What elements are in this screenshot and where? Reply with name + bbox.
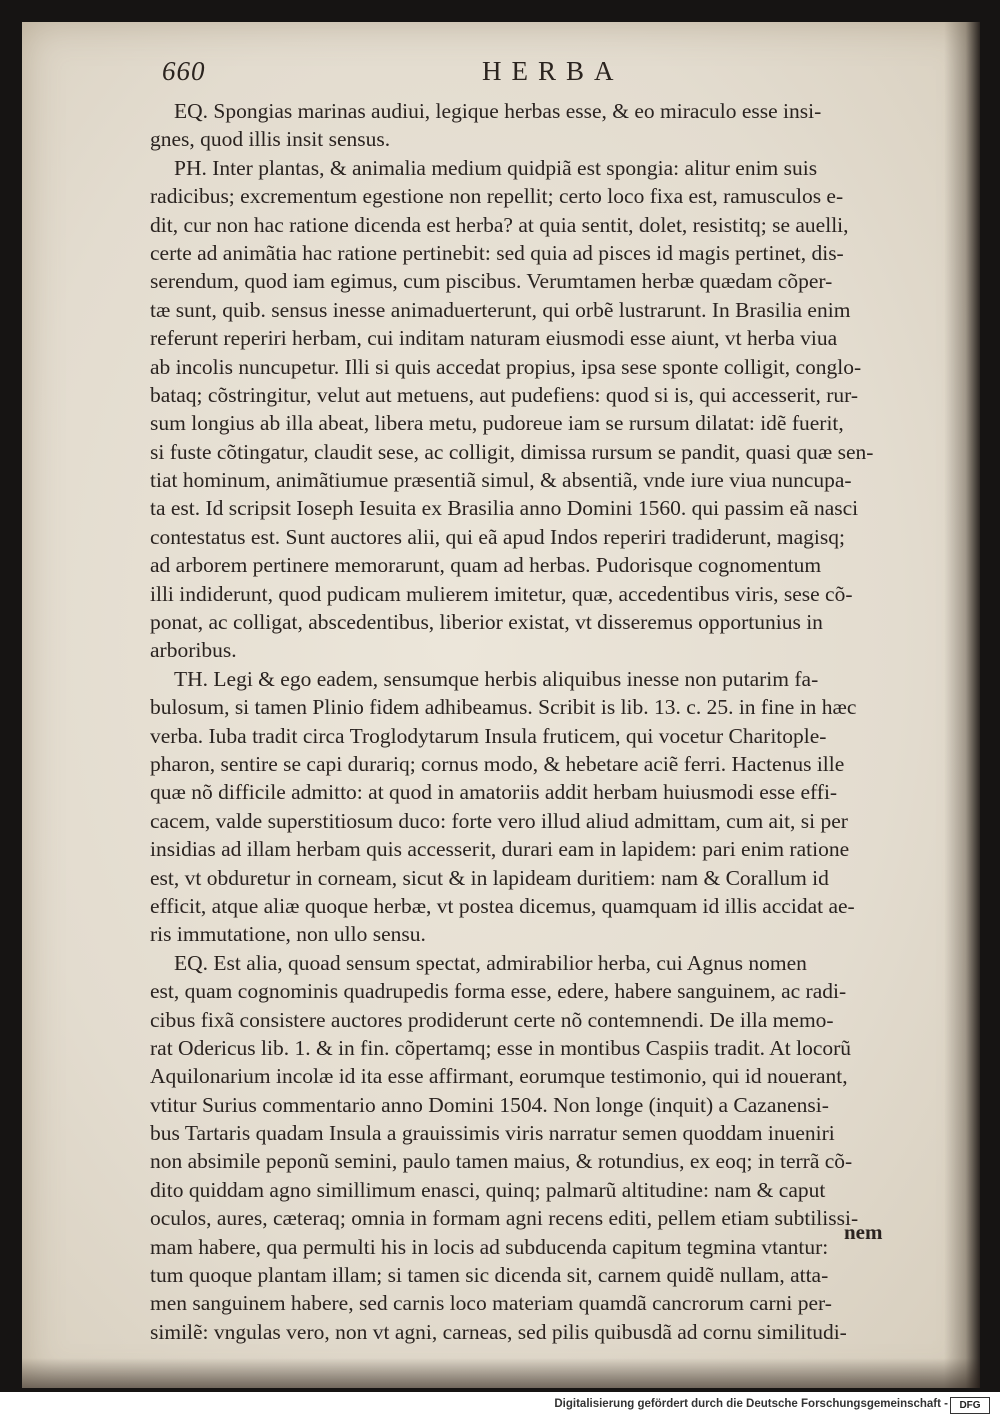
text-line: mam habere, qua permulti his in locis ad subducenda capitum tegmina vtantur: xyxy=(150,1234,829,1259)
page-gutter-shadow xyxy=(944,22,980,1388)
text-line: illi indiderunt, quod pudicam mulierem imitetur, quæ, accedentibus viris, sese cõ- xyxy=(150,581,853,606)
running-title: HERBA xyxy=(482,56,624,86)
text-line: insidias ad illam herbam quis accesserit, durari eam in lapidem: pari enim ratione xyxy=(150,837,850,862)
text-line: Aquilonarium incolæ id ita esse affirmant, eorumque testimonio, qui id nouerant, xyxy=(150,1064,848,1089)
text-line: verba. Iuba tradit circa Troglodytarum Insula fruticem, qui vocetur Charitople- xyxy=(150,723,827,748)
text-line: ab incolis nuncupetur. Illi si quis accedat propius, ipsa sese sponte colligit, conglo- xyxy=(150,354,862,379)
text-line: si fuste cõtingatur, claudit sese, ac colligit, dimissa rursum se pandit, quasi quæ sen- xyxy=(150,439,874,464)
text-line: bus Tartaris quadam Insula a grauissimis viris narratur semen quoddam inueniri xyxy=(150,1121,835,1146)
text-line: efficit, atque aliæ quoque herbæ, vt postea dicemus, quamquam id illis accidat ae- xyxy=(150,893,855,918)
text-line: EQ. Est alia, quoad sensum spectat, admirabilior herba, cui Agnus nomen xyxy=(174,950,807,975)
dfg-logo: DFG xyxy=(950,1397,990,1414)
body-text xyxy=(150,97,912,1346)
text-line: tiat hominum, animãtiumue præsentiã simul, & absentiã, vnde iure viua nuncupa- xyxy=(150,468,852,493)
footer-credit: Digitalisierung gefördert durch die Deutsche Forschungsgemeinschaft - xyxy=(554,1398,948,1410)
text-line: serendum, quod iam egimus, cum piscibus. Verumtamen herbæ quædam cõper- xyxy=(150,269,833,294)
text-line: certe ad animãtia hac ratione pertinebit: sed quia ad pisces id magis pertinet, dis- xyxy=(150,240,844,265)
text-line: cacem, valde superstitiosum duco: forte vero illud aliud admittam, cum ait, si per xyxy=(150,808,848,833)
text-line: non absimile peponũ semini, paulo tamen maius, & rotundius, ex eoq; in terrã cõ- xyxy=(150,1149,853,1174)
text-line: tum quoque plantam illam; si tamen sic dicenda sit, carnem quidẽ nullam, atta- xyxy=(150,1263,829,1288)
text-line: TH. Legi & ego eadem, sensumque herbis aliquibus inesse non putarim fa- xyxy=(174,666,819,691)
text-line: bulosum, si tamen Plinio fidem adhibeamus. Scribit is lib. 13. c. 25. in fine in hæc xyxy=(150,695,857,720)
text-line: arboribus. xyxy=(150,638,237,663)
text-line: vtitur Surius commentario anno Domini 1504. Non longe (inquit) a Cazanensi- xyxy=(150,1092,829,1117)
text-line: cibus fixã consistere auctores prodiderunt certe nõ contemnendi. De illa memo- xyxy=(150,1007,834,1032)
text-line: est, quam cognominis quadrupedis forma esse, edere, habere sanguinem, ac radi- xyxy=(150,979,847,1004)
footer-bar xyxy=(0,1392,1000,1419)
text-line: men sanguinem habere, sed carnis loco materiam quamdã cancrorum carni per- xyxy=(150,1291,832,1316)
text-line: ponat, ac colligat, abscedentibus, liberior existat, vt disseremus opportunius in xyxy=(150,610,823,635)
text-line: dit, cur non hac ratione dicenda est herba? at quia sentit, dolet, resistitq; se auelli, xyxy=(150,212,849,237)
text-line: referunt reperiri herbam, cui inditam naturam eiusmodi esse aiunt, vt herba viua xyxy=(150,326,838,351)
text-line: EQ. Spongias marinas audiui, legique herbas esse, & eo miraculo esse insi- xyxy=(174,99,822,123)
text-line: ta est. Id scripsit Ioseph Iesuita ex Brasilia anno Domini 1560. qui passim eã nasci xyxy=(150,496,859,521)
text-line: ris immutatione, non ullo sensu. xyxy=(150,922,426,947)
text-line: PH. Inter plantas, & animalia medium quidpiã est spongia: alitur enim suis xyxy=(174,155,818,180)
text-line: similẽ: vngulas vero, non vt agni, carneas, sed pilis quibusdã ad cornu similitudi- xyxy=(150,1319,847,1344)
running-head xyxy=(162,56,902,96)
text-line: sum longius ab illa abeat, libera metu, pudoreue iam se rursum dilatat: idẽ fuerit, xyxy=(150,411,844,436)
text-line: ad arborem pertinere memorarunt, quam ad herbas. Pudorisque cognomentum xyxy=(150,553,822,578)
text-line: bataq; cõstringitur, velut aut metuens, aut pudefiens: quod si is, qui accesserit, rur- xyxy=(150,382,859,407)
text-line: tæ sunt, quib. sensus inesse animaduerterunt, qui orbẽ lustrarunt. In Brasilia enim xyxy=(150,297,851,322)
text-line: contestatus est. Sunt auctores alii, qui eã apud Indos reperiri tradiderunt, magisq; xyxy=(150,524,845,549)
catchword: nem xyxy=(844,1220,883,1244)
text-line: gnes, quod illis insit sensus. xyxy=(150,127,391,152)
page-bottom-shadow xyxy=(22,1358,980,1388)
text-line: est, vt obduretur in corneam, sicut & in lapideam duritiem: nam & Corallum id xyxy=(150,865,829,890)
page-number: 660 xyxy=(162,56,206,86)
text-line: pharon, sentire se capi durariq; cornus modo, & hebetare aciẽ ferri. Hactenus ille xyxy=(150,751,845,776)
text-line: oculos, aures, cæteraq; omnia in formam agni recens editi, pellem etiam subtilissi- xyxy=(150,1206,859,1231)
text-line: rat Odericus lib. 1. & in fin. cõpertamq; esse in montibus Caspiis tradit. At locorũ xyxy=(150,1035,852,1060)
text-line: dito quiddam agno simillimum enasci, quinq; palmarũ altitudine: nam & caput xyxy=(150,1177,826,1202)
text-line: radicibus; excrementum egestione non repellit; certo loco fixa est, ramusculos e- xyxy=(150,184,844,209)
text-line: quæ nõ difficile admitto: at quod in amatoriis addit herbam huiusmodi esse effi- xyxy=(150,780,838,805)
